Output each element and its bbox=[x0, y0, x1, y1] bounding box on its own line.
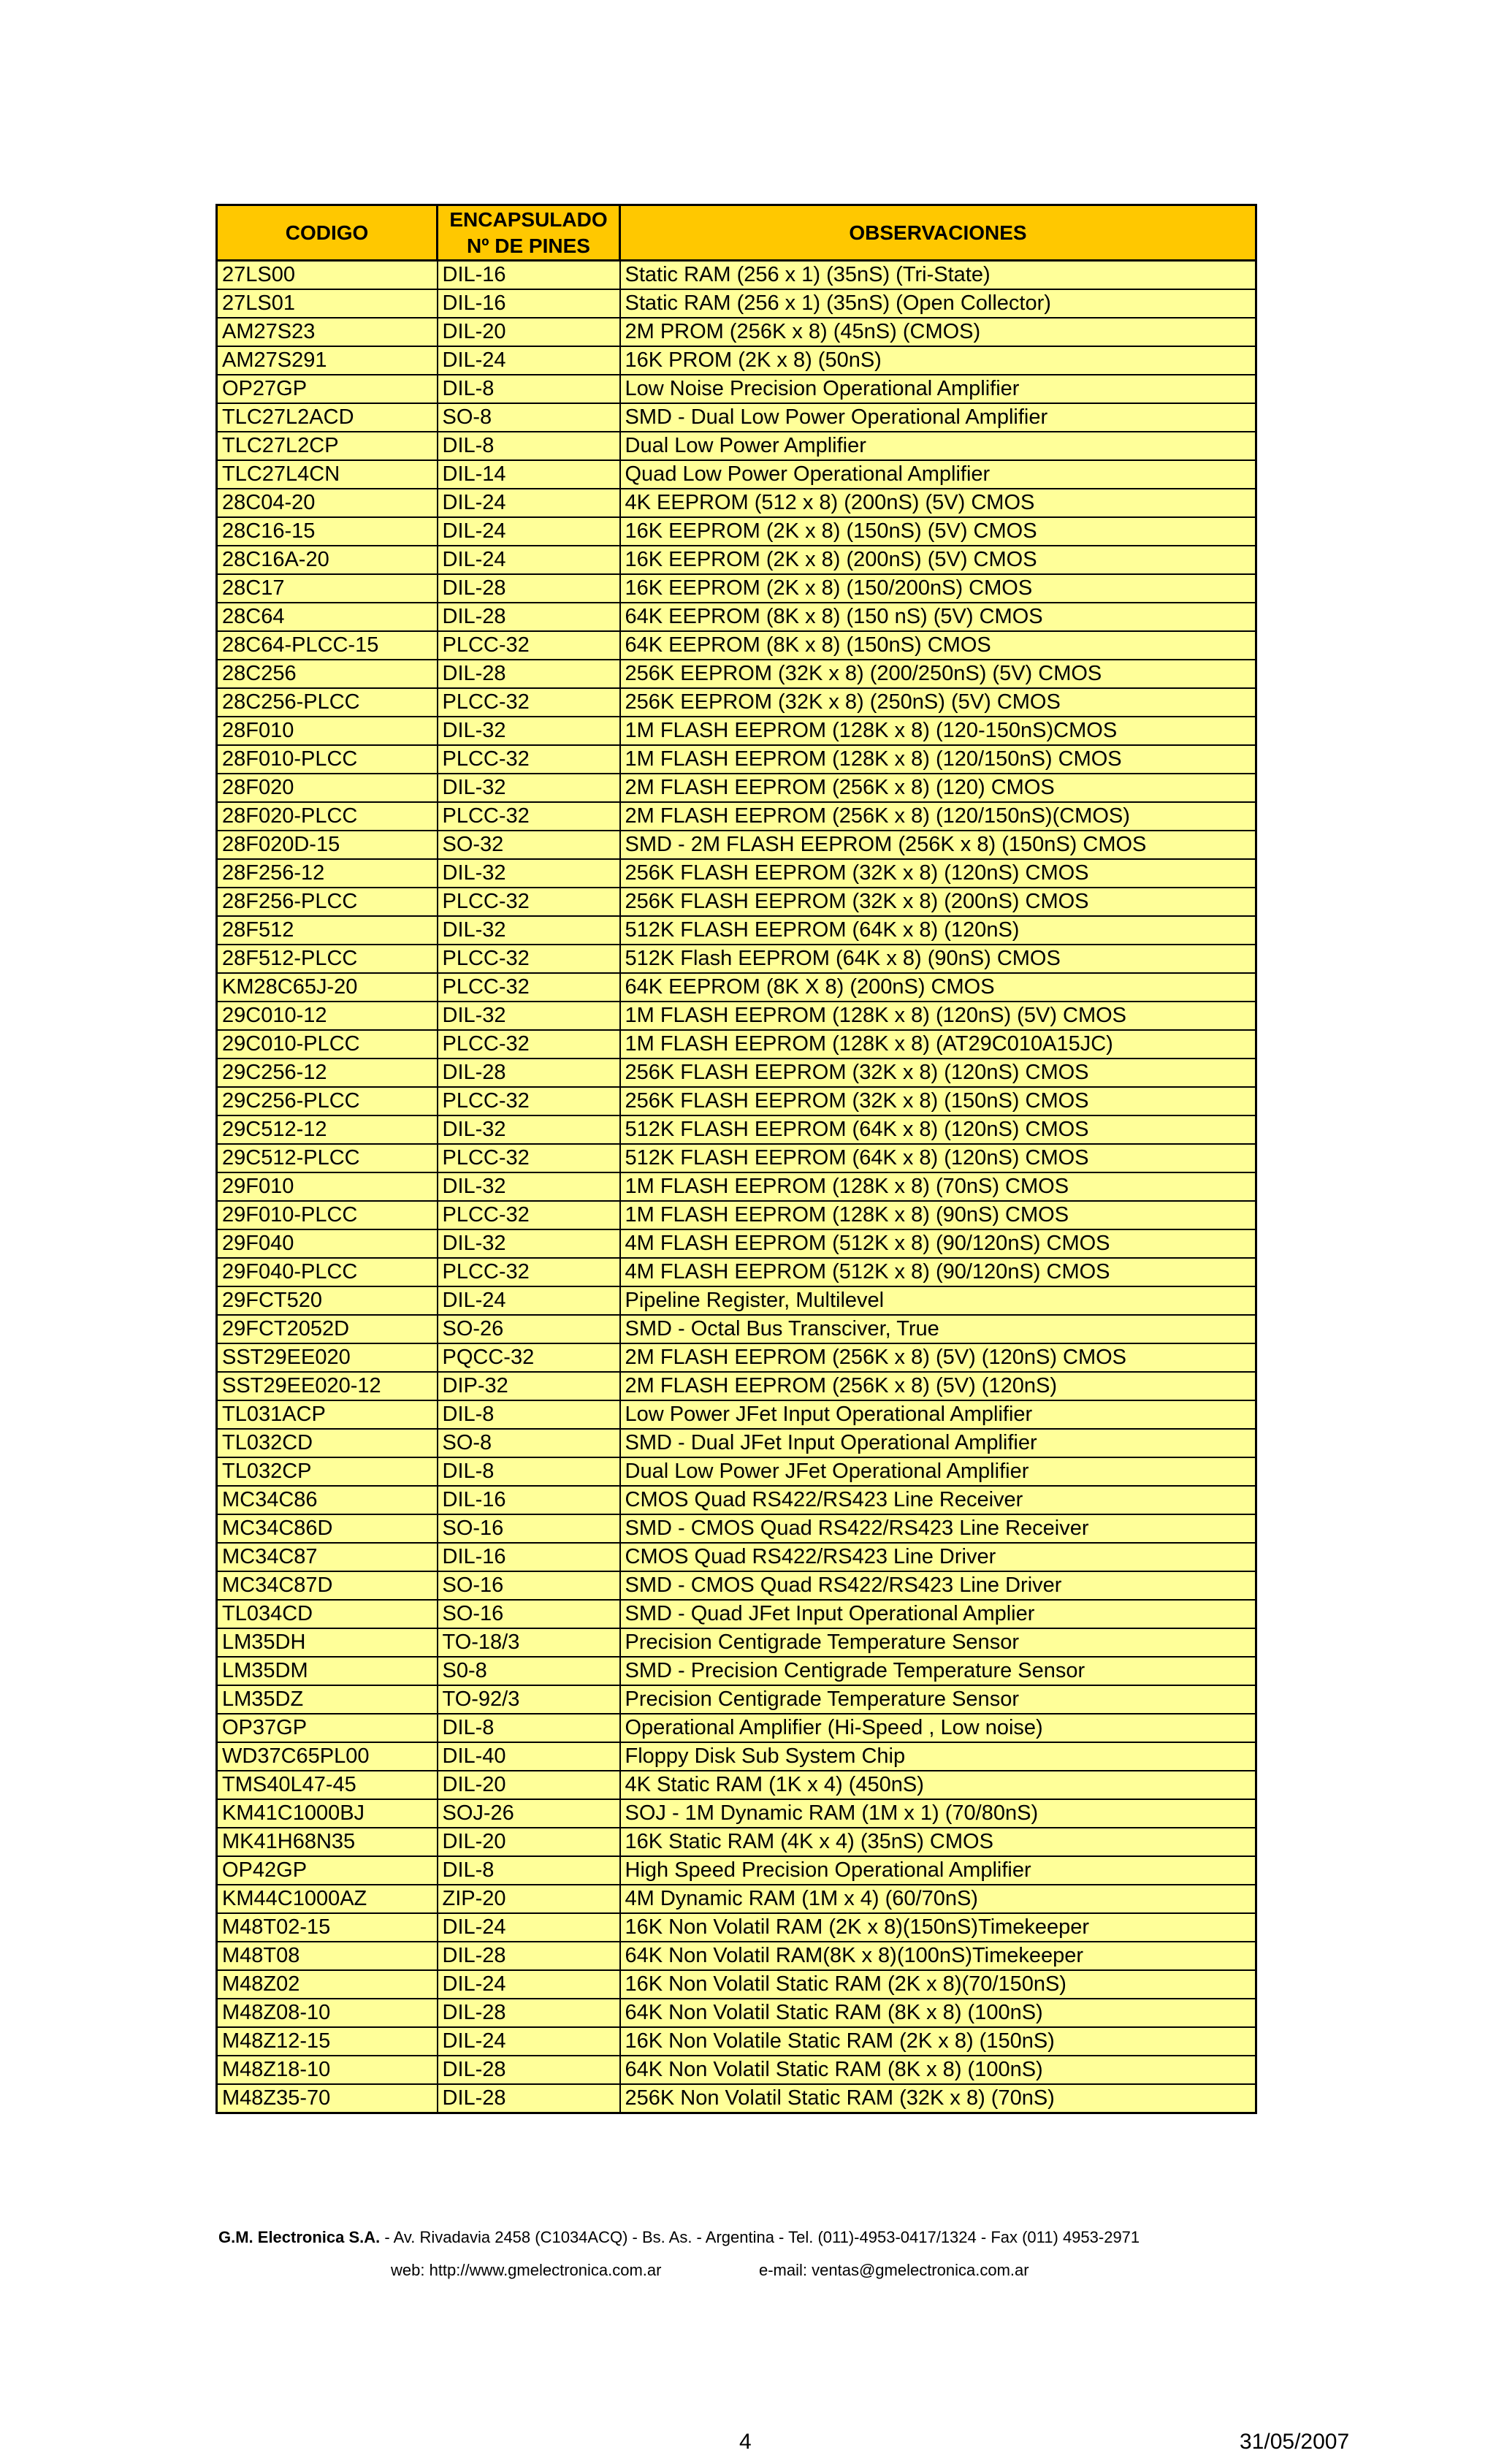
cell-codigo: 28C256 bbox=[217, 660, 438, 688]
cell-observaciones: 512K FLASH EEPROM (64K x 8) (120nS) CMOS bbox=[620, 1144, 1256, 1172]
cell-observaciones: Precision Centigrade Temperature Sensor bbox=[620, 1628, 1256, 1657]
table-row bbox=[217, 1514, 1256, 1543]
cell-observaciones: Floppy Disk Sub System Chip bbox=[620, 1742, 1256, 1771]
cell-codigo: KM28C65J-20 bbox=[217, 973, 438, 1002]
table-row bbox=[217, 745, 1256, 774]
cell-encapsulado: DIL-8 bbox=[438, 1856, 620, 1885]
cell-observaciones: 512K Flash EEPROM (64K x 8) (90nS) CMOS bbox=[620, 945, 1256, 973]
table-row bbox=[217, 774, 1256, 802]
cell-codigo: LM35DZ bbox=[217, 1685, 438, 1714]
cell-observaciones: 2M FLASH EEPROM (256K x 8) (120/150nS)(CMOS) bbox=[620, 802, 1256, 831]
cell-encapsulado: SO-8 bbox=[438, 1429, 620, 1457]
cell-codigo: M48Z12-15 bbox=[217, 2027, 438, 2056]
table-row bbox=[217, 1628, 1256, 1657]
cell-encapsulado: DIL-28 bbox=[438, 2084, 620, 2113]
cell-codigo: 28F512 bbox=[217, 916, 438, 945]
cell-encapsulado: TO-18/3 bbox=[438, 1628, 620, 1657]
table-row bbox=[217, 546, 1256, 574]
cell-codigo: 29F010 bbox=[217, 1172, 438, 1201]
cell-encapsulado: DIL-8 bbox=[438, 375, 620, 403]
cell-codigo: 28C64 bbox=[217, 603, 438, 631]
footer-web: web: http://www.gmelectronica.com.ar bbox=[391, 2261, 662, 2279]
cell-encapsulado: PLCC-32 bbox=[438, 802, 620, 831]
cell-encapsulado: DIL-28 bbox=[438, 2056, 620, 2084]
cell-observaciones: 1M FLASH EEPROM (128K x 8) (120-150nS)CMOS bbox=[620, 717, 1256, 745]
cell-encapsulado: SO-26 bbox=[438, 1315, 620, 1343]
table-row bbox=[217, 289, 1256, 318]
cell-codigo: 28F020D-15 bbox=[217, 831, 438, 859]
cell-observaciones: SMD - CMOS Quad RS422/RS423 Line Receiver bbox=[620, 1514, 1256, 1543]
cell-observaciones: 2M FLASH EEPROM (256K x 8) (120) CMOS bbox=[620, 774, 1256, 802]
cell-observaciones: 16K PROM (2K x 8) (50nS) bbox=[620, 346, 1256, 375]
table-row bbox=[217, 802, 1256, 831]
cell-encapsulado: PLCC-32 bbox=[438, 1258, 620, 1286]
cell-encapsulado: PLCC-32 bbox=[438, 631, 620, 660]
cell-encapsulado: DIL-16 bbox=[438, 1486, 620, 1514]
cell-encapsulado: PLCC-32 bbox=[438, 888, 620, 916]
cell-encapsulado: PLCC-32 bbox=[438, 1144, 620, 1172]
cell-observaciones: 16K Non Volatil Static RAM (2K x 8)(70/150nS) bbox=[620, 1970, 1256, 1999]
cell-codigo: 28C16-15 bbox=[217, 517, 438, 546]
cell-encapsulado: DIL-8 bbox=[438, 1714, 620, 1742]
table-row bbox=[217, 1657, 1256, 1685]
cell-codigo: LM35DM bbox=[217, 1657, 438, 1685]
cell-encapsulado: SO-16 bbox=[438, 1514, 620, 1543]
table-row bbox=[217, 1372, 1256, 1400]
cell-encapsulado: DIL-20 bbox=[438, 1771, 620, 1799]
cell-observaciones: SMD - Quad JFet Input Operational Amplier bbox=[620, 1600, 1256, 1628]
table-header-row bbox=[217, 205, 1256, 261]
cell-encapsulado: DIL-28 bbox=[438, 603, 620, 631]
cell-observaciones: 16K EEPROM (2K x 8) (150nS) (5V) CMOS bbox=[620, 517, 1256, 546]
cell-encapsulado: DIL-32 bbox=[438, 1229, 620, 1258]
table-row bbox=[217, 1343, 1256, 1372]
document-date: 31/05/2007 bbox=[1240, 2430, 1350, 2454]
cell-encapsulado: DIL-40 bbox=[438, 1742, 620, 1771]
cell-observaciones: 64K Non Volatil Static RAM (8K x 8) (100nS) bbox=[620, 1999, 1256, 2027]
table-row bbox=[217, 489, 1256, 517]
header-encapsulado-line1: ENCAPSULADO bbox=[449, 207, 608, 231]
cell-observaciones: 1M FLASH EEPROM (128K x 8) (70nS) CMOS bbox=[620, 1172, 1256, 1201]
cell-codigo: TL032CD bbox=[217, 1429, 438, 1457]
cell-codigo: SST29EE020-12 bbox=[217, 1372, 438, 1400]
table-row bbox=[217, 1315, 1256, 1343]
table-row bbox=[217, 973, 1256, 1002]
cell-codigo: 29C512-PLCC bbox=[217, 1144, 438, 1172]
cell-observaciones: 64K Non Volatil Static RAM (8K x 8) (100nS) bbox=[620, 2056, 1256, 2084]
cell-encapsulado: DIL-16 bbox=[438, 1543, 620, 1571]
cell-observaciones: SMD - 2M FLASH EEPROM (256K x 8) (150nS) CMOS bbox=[620, 831, 1256, 859]
cell-codigo: TLC27L2ACD bbox=[217, 403, 438, 432]
cell-observaciones: SOJ - 1M Dynamic RAM (1M x 1) (70/80nS) bbox=[620, 1799, 1256, 1828]
cell-observaciones: 64K EEPROM (8K x 8) (150nS) CMOS bbox=[620, 631, 1256, 660]
cell-observaciones: CMOS Quad RS422/RS423 Line Driver bbox=[620, 1543, 1256, 1571]
cell-observaciones: Dual Low Power Amplifier bbox=[620, 432, 1256, 460]
table-row bbox=[217, 1486, 1256, 1514]
cell-codigo: OP37GP bbox=[217, 1714, 438, 1742]
cell-encapsulado: SO-8 bbox=[438, 403, 620, 432]
cell-encapsulado: DIL-16 bbox=[438, 289, 620, 318]
cell-encapsulado: PLCC-32 bbox=[438, 945, 620, 973]
cell-encapsulado: DIL-24 bbox=[438, 346, 620, 375]
table-row bbox=[217, 403, 1256, 432]
cell-observaciones: SMD - Precision Centigrade Temperature Sensor bbox=[620, 1657, 1256, 1685]
cell-encapsulado: DIL-8 bbox=[438, 1400, 620, 1429]
cell-codigo: KM41C1000BJ bbox=[217, 1799, 438, 1828]
cell-codigo: AM27S291 bbox=[217, 346, 438, 375]
cell-observaciones: 1M FLASH EEPROM (128K x 8) (120nS) (5V) CMOS bbox=[620, 1002, 1256, 1030]
cell-observaciones: 4M FLASH EEPROM (512K x 8) (90/120nS) CMOS bbox=[620, 1258, 1256, 1286]
cell-observaciones: SMD - Dual Low Power Operational Amplifier bbox=[620, 403, 1256, 432]
cell-encapsulado: DIP-32 bbox=[438, 1372, 620, 1400]
cell-codigo: M48Z18-10 bbox=[217, 2056, 438, 2084]
cell-observaciones: 4M FLASH EEPROM (512K x 8) (90/120nS) CMOS bbox=[620, 1229, 1256, 1258]
cell-observaciones: Dual Low Power JFet Operational Amplifier bbox=[620, 1457, 1256, 1486]
cell-observaciones: 16K Non Volatile Static RAM (2K x 8) (150nS) bbox=[620, 2027, 1256, 2056]
cell-encapsulado: ZIP-20 bbox=[438, 1885, 620, 1913]
cell-codigo: TL031ACP bbox=[217, 1400, 438, 1429]
table-row bbox=[217, 574, 1256, 603]
cell-codigo: OP27GP bbox=[217, 375, 438, 403]
cell-encapsulado: DIL-32 bbox=[438, 717, 620, 745]
cell-codigo: M48Z35-70 bbox=[217, 2084, 438, 2113]
cell-codigo: 29C512-12 bbox=[217, 1115, 438, 1144]
cell-codigo: WD37C65PL00 bbox=[217, 1742, 438, 1771]
cell-observaciones: 512K FLASH EEPROM (64K x 8) (120nS) bbox=[620, 916, 1256, 945]
cell-encapsulado: DIL-32 bbox=[438, 1115, 620, 1144]
header-encapsulado bbox=[438, 205, 620, 261]
cell-codigo: 28F256-PLCC bbox=[217, 888, 438, 916]
table-row bbox=[217, 1144, 1256, 1172]
table-row bbox=[217, 1771, 1256, 1799]
cell-observaciones: Static RAM (256 x 1) (35nS) (Tri-State) bbox=[620, 261, 1256, 290]
product-table bbox=[215, 204, 1257, 2114]
cell-encapsulado: PLCC-32 bbox=[438, 973, 620, 1002]
table-row bbox=[217, 346, 1256, 375]
table-row bbox=[217, 717, 1256, 745]
cell-observaciones: Operational Amplifier (Hi-Speed , Low noise) bbox=[620, 1714, 1256, 1742]
table-row bbox=[217, 603, 1256, 631]
cell-observaciones: 16K Non Volatil RAM (2K x 8)(150nS)Timekeeper bbox=[620, 1913, 1256, 1942]
cell-observaciones: 1M FLASH EEPROM (128K x 8) (90nS) CMOS bbox=[620, 1201, 1256, 1229]
cell-observaciones: 256K Non Volatil Static RAM (32K x 8) (70nS) bbox=[620, 2084, 1256, 2113]
table-row bbox=[217, 1115, 1256, 1144]
cell-encapsulado: S0-8 bbox=[438, 1657, 620, 1685]
cell-encapsulado: SO-16 bbox=[438, 1571, 620, 1600]
cell-observaciones: Low Power JFet Input Operational Amplifier bbox=[620, 1400, 1256, 1429]
cell-encapsulado: DIL-14 bbox=[438, 460, 620, 489]
cell-codigo: 28F010 bbox=[217, 717, 438, 745]
cell-observaciones: SMD - Octal Bus Transciver, True bbox=[620, 1315, 1256, 1343]
cell-encapsulado: DIL-8 bbox=[438, 432, 620, 460]
cell-codigo: MC34C87 bbox=[217, 1543, 438, 1571]
cell-observaciones: 1M FLASH EEPROM (128K x 8) (AT29C010A15JC) bbox=[620, 1030, 1256, 1059]
table-row bbox=[217, 1002, 1256, 1030]
cell-codigo: TL032CP bbox=[217, 1457, 438, 1486]
cell-codigo: 28C17 bbox=[217, 574, 438, 603]
cell-encapsulado: SOJ-26 bbox=[438, 1799, 620, 1828]
table-row bbox=[217, 2027, 1256, 2056]
table-body bbox=[217, 261, 1256, 2113]
cell-codigo: 29C010-12 bbox=[217, 1002, 438, 1030]
table-row bbox=[217, 1429, 1256, 1457]
header-encapsulado-line2: Nº DE PINES bbox=[467, 234, 590, 257]
cell-codigo: M48Z08-10 bbox=[217, 1999, 438, 2027]
cell-encapsulado: DIL-20 bbox=[438, 1828, 620, 1856]
cell-observaciones: 256K EEPROM (32K x 8) (250nS) (5V) CMOS bbox=[620, 688, 1256, 717]
table-row bbox=[217, 432, 1256, 460]
cell-observaciones: 16K Static RAM (4K x 4) (35nS) CMOS bbox=[620, 1828, 1256, 1856]
header-codigo: CODIGO bbox=[217, 205, 438, 261]
cell-encapsulado: SO-16 bbox=[438, 1600, 620, 1628]
cell-encapsulado: DIL-32 bbox=[438, 774, 620, 802]
table-row bbox=[217, 1999, 1256, 2027]
cell-codigo: 28F020 bbox=[217, 774, 438, 802]
table-row bbox=[217, 1913, 1256, 1942]
cell-observaciones: 256K FLASH EEPROM (32K x 8) (200nS) CMOS bbox=[620, 888, 1256, 916]
cell-codigo: 28F256-12 bbox=[217, 859, 438, 888]
table-row bbox=[217, 1457, 1256, 1486]
cell-encapsulado: DIL-32 bbox=[438, 916, 620, 945]
table-row bbox=[217, 916, 1256, 945]
cell-codigo: MC34C87D bbox=[217, 1571, 438, 1600]
cell-encapsulado: SO-32 bbox=[438, 831, 620, 859]
cell-encapsulado: DIL-32 bbox=[438, 859, 620, 888]
cell-observaciones: 1M FLASH EEPROM (128K x 8) (120/150nS) CMOS bbox=[620, 745, 1256, 774]
table-row bbox=[217, 688, 1256, 717]
footer-email: e-mail: ventas@gmelectronica.com.ar bbox=[759, 2261, 1029, 2279]
cell-codigo: 29C010-PLCC bbox=[217, 1030, 438, 1059]
table-row bbox=[217, 1799, 1256, 1828]
cell-encapsulado: DIL-24 bbox=[438, 1970, 620, 1999]
cell-codigo: MC34C86 bbox=[217, 1486, 438, 1514]
footer-company: G.M. Electronica S.A. bbox=[218, 2228, 381, 2246]
cell-codigo: LM35DH bbox=[217, 1628, 438, 1657]
cell-observaciones: 256K FLASH EEPROM (32K x 8) (120nS) CMOS bbox=[620, 859, 1256, 888]
cell-codigo: M48Z02 bbox=[217, 1970, 438, 1999]
cell-observaciones: 2M FLASH EEPROM (256K x 8) (5V) (120nS) CMOS bbox=[620, 1343, 1256, 1372]
table-row bbox=[217, 261, 1256, 290]
cell-encapsulado: PLCC-32 bbox=[438, 745, 620, 774]
table-row bbox=[217, 1856, 1256, 1885]
table-row bbox=[217, 1286, 1256, 1315]
table-row bbox=[217, 1543, 1256, 1571]
cell-observaciones: 16K EEPROM (2K x 8) (200nS) (5V) CMOS bbox=[620, 546, 1256, 574]
cell-encapsulado: DIL-24 bbox=[438, 1913, 620, 1942]
table-row bbox=[217, 2084, 1256, 2113]
table-row bbox=[217, 1087, 1256, 1115]
cell-codigo: MK41H68N35 bbox=[217, 1828, 438, 1856]
cell-codigo: 28F010-PLCC bbox=[217, 745, 438, 774]
cell-encapsulado: PLCC-32 bbox=[438, 688, 620, 717]
footer-address-line bbox=[218, 2228, 1140, 2247]
table-row bbox=[217, 831, 1256, 859]
table-row bbox=[217, 1229, 1256, 1258]
cell-observaciones: 2M FLASH EEPROM (256K x 8) (5V) (120nS) bbox=[620, 1372, 1256, 1400]
table-row bbox=[217, 1258, 1256, 1286]
table-row bbox=[217, 2056, 1256, 2084]
cell-observaciones: 256K FLASH EEPROM (32K x 8) (150nS) CMOS bbox=[620, 1087, 1256, 1115]
cell-observaciones: Quad Low Power Operational Amplifier bbox=[620, 460, 1256, 489]
cell-observaciones: SMD - Dual JFet Input Operational Amplifier bbox=[620, 1429, 1256, 1457]
cell-codigo: 28F512-PLCC bbox=[217, 945, 438, 973]
cell-codigo: 27LS01 bbox=[217, 289, 438, 318]
cell-codigo: M48T02-15 bbox=[217, 1913, 438, 1942]
footer-address: - Av. Rivadavia 2458 (C1034ACQ) - Bs. As. - Argentina - Tel. (011)-4953-0417/1324 - Fax (011) 4953-2971 bbox=[380, 2228, 1140, 2246]
cell-observaciones: 256K FLASH EEPROM (32K x 8) (120nS) CMOS bbox=[620, 1059, 1256, 1087]
table-row bbox=[217, 888, 1256, 916]
cell-observaciones: 64K Non Volatil RAM(8K x 8)(100nS)Timekeeper bbox=[620, 1942, 1256, 1970]
table-row bbox=[217, 460, 1256, 489]
cell-codigo: AM27S23 bbox=[217, 318, 438, 346]
cell-encapsulado: DIL-28 bbox=[438, 1942, 620, 1970]
table-row bbox=[217, 1828, 1256, 1856]
cell-observaciones: CMOS Quad RS422/RS423 Line Receiver bbox=[620, 1486, 1256, 1514]
table-row bbox=[217, 1600, 1256, 1628]
cell-encapsulado: DIL-28 bbox=[438, 1059, 620, 1087]
cell-encapsulado: DIL-32 bbox=[438, 1172, 620, 1201]
cell-observaciones: 2M PROM (256K x 8) (45nS) (CMOS) bbox=[620, 318, 1256, 346]
cell-encapsulado: PLCC-32 bbox=[438, 1030, 620, 1059]
table-row bbox=[217, 1030, 1256, 1059]
table-row bbox=[217, 1400, 1256, 1429]
cell-encapsulado: DIL-24 bbox=[438, 489, 620, 517]
cell-codigo: TL034CD bbox=[217, 1600, 438, 1628]
cell-encapsulado: DIL-24 bbox=[438, 1286, 620, 1315]
table-row bbox=[217, 1571, 1256, 1600]
page-number: 4 bbox=[739, 2430, 752, 2454]
cell-codigo: 28C04-20 bbox=[217, 489, 438, 517]
table-row bbox=[217, 1885, 1256, 1913]
table-row bbox=[217, 318, 1256, 346]
cell-observaciones: 4M Dynamic RAM (1M x 4) (60/70nS) bbox=[620, 1885, 1256, 1913]
cell-observaciones: SMD - CMOS Quad RS422/RS423 Line Driver bbox=[620, 1571, 1256, 1600]
cell-encapsulado: PLCC-32 bbox=[438, 1087, 620, 1115]
cell-codigo: 29F040 bbox=[217, 1229, 438, 1258]
cell-encapsulado: DIL-20 bbox=[438, 318, 620, 346]
cell-codigo: TLC27L2CP bbox=[217, 432, 438, 460]
cell-encapsulado: DIL-8 bbox=[438, 1457, 620, 1486]
cell-codigo: 28C16A-20 bbox=[217, 546, 438, 574]
cell-observaciones: 64K EEPROM (8K X 8) (200nS) CMOS bbox=[620, 973, 1256, 1002]
cell-encapsulado: DIL-32 bbox=[438, 1002, 620, 1030]
table-row bbox=[217, 517, 1256, 546]
table-row bbox=[217, 1685, 1256, 1714]
cell-encapsulado: PQCC-32 bbox=[438, 1343, 620, 1372]
cell-codigo: 29FCT2052D bbox=[217, 1315, 438, 1343]
table-row bbox=[217, 945, 1256, 973]
cell-observaciones: 512K FLASH EEPROM (64K x 8) (120nS) CMOS bbox=[620, 1115, 1256, 1144]
cell-observaciones: 4K Static RAM (1K x 4) (450nS) bbox=[620, 1771, 1256, 1799]
cell-encapsulado: DIL-28 bbox=[438, 1999, 620, 2027]
cell-encapsulado: DIL-28 bbox=[438, 574, 620, 603]
cell-encapsulado: DIL-24 bbox=[438, 2027, 620, 2056]
cell-observaciones: Precision Centigrade Temperature Sensor bbox=[620, 1685, 1256, 1714]
cell-codigo: SST29EE020 bbox=[217, 1343, 438, 1372]
cell-codigo: 28C64-PLCC-15 bbox=[217, 631, 438, 660]
cell-codigo: TMS40L47-45 bbox=[217, 1771, 438, 1799]
cell-encapsulado: TO-92/3 bbox=[438, 1685, 620, 1714]
cell-codigo: OP42GP bbox=[217, 1856, 438, 1885]
table-row bbox=[217, 859, 1256, 888]
table-row bbox=[217, 1742, 1256, 1771]
cell-observaciones: High Speed Precision Operational Amplifier bbox=[620, 1856, 1256, 1885]
cell-codigo: 29C256-12 bbox=[217, 1059, 438, 1087]
cell-codigo: 28F020-PLCC bbox=[217, 802, 438, 831]
cell-encapsulado: DIL-24 bbox=[438, 517, 620, 546]
cell-encapsulado: DIL-24 bbox=[438, 546, 620, 574]
table-row bbox=[217, 1172, 1256, 1201]
cell-codigo: 28C256-PLCC bbox=[217, 688, 438, 717]
cell-encapsulado: DIL-28 bbox=[438, 660, 620, 688]
cell-encapsulado: PLCC-32 bbox=[438, 1201, 620, 1229]
cell-observaciones: 16K EEPROM (2K x 8) (150/200nS) CMOS bbox=[620, 574, 1256, 603]
cell-observaciones: 256K EEPROM (32K x 8) (200/250nS) (5V) CMOS bbox=[620, 660, 1256, 688]
cell-observaciones: Static RAM (256 x 1) (35nS) (Open Collector) bbox=[620, 289, 1256, 318]
table-row bbox=[217, 375, 1256, 403]
cell-codigo: KM44C1000AZ bbox=[217, 1885, 438, 1913]
cell-codigo: M48T08 bbox=[217, 1942, 438, 1970]
cell-codigo: MC34C86D bbox=[217, 1514, 438, 1543]
table-row bbox=[217, 1942, 1256, 1970]
header-observaciones: OBSERVACIONES bbox=[620, 205, 1256, 261]
cell-codigo: 29FCT520 bbox=[217, 1286, 438, 1315]
table-row bbox=[217, 1970, 1256, 1999]
cell-codigo: 29C256-PLCC bbox=[217, 1087, 438, 1115]
table-row bbox=[217, 631, 1256, 660]
cell-codigo: 29F010-PLCC bbox=[217, 1201, 438, 1229]
cell-observaciones: Pipeline Register, Multilevel bbox=[620, 1286, 1256, 1315]
cell-codigo: 29F040-PLCC bbox=[217, 1258, 438, 1286]
cell-observaciones: 64K EEPROM (8K x 8) (150 nS) (5V) CMOS bbox=[620, 603, 1256, 631]
cell-observaciones: Low Noise Precision Operational Amplifier bbox=[620, 375, 1256, 403]
cell-observaciones: 4K EEPROM (512 x 8) (200nS) (5V) CMOS bbox=[620, 489, 1256, 517]
cell-encapsulado: DIL-16 bbox=[438, 261, 620, 290]
table-row bbox=[217, 1059, 1256, 1087]
table-row bbox=[217, 1714, 1256, 1742]
cell-codigo: 27LS00 bbox=[217, 261, 438, 290]
table-row bbox=[217, 660, 1256, 688]
cell-codigo: TLC27L4CN bbox=[217, 460, 438, 489]
table-row bbox=[217, 1201, 1256, 1229]
